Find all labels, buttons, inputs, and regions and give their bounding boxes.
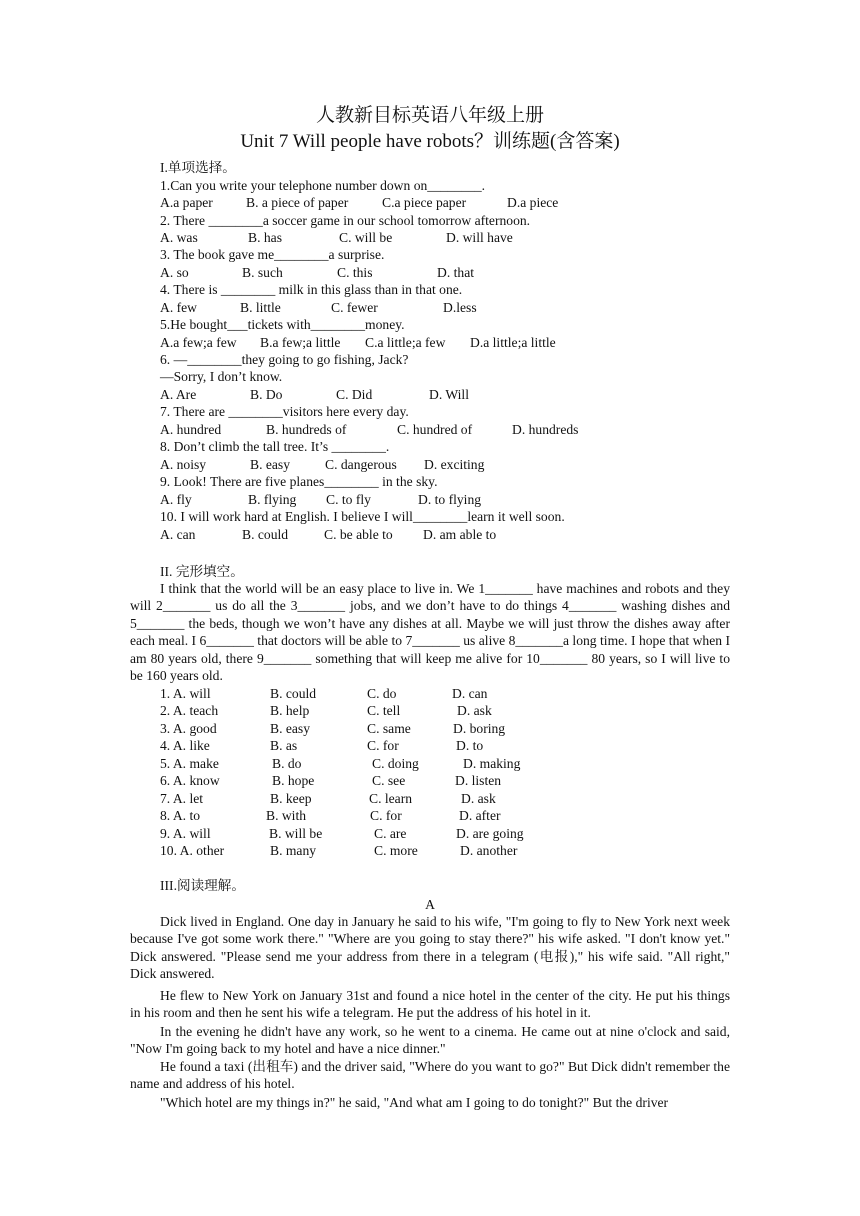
question-3-option-c: C. this <box>337 265 373 280</box>
question-10: 10. I will work hard at English. I believe I will________learn it well soon. <box>160 509 565 524</box>
question-4-option-a: A. few <box>160 300 197 315</box>
cloze-choice-4-a: 4. A. like <box>160 738 210 753</box>
section3-heading: III.阅读理解。 <box>160 878 245 893</box>
question-8-option-c: C. dangerous <box>325 457 397 472</box>
question-9: 9. Look! There are five planes________ in the sky. <box>160 474 438 489</box>
cloze-choice-4-c: C. for <box>367 738 399 753</box>
question-6: 6. —________they going to go fishing, Jack? <box>160 352 409 367</box>
cloze-choice-2-c: C. tell <box>367 703 401 718</box>
cloze-choice-8-b: B. with <box>266 808 307 823</box>
question-10-option-a: A. can <box>160 527 196 542</box>
cloze-choice-6-c: C. see <box>372 773 406 788</box>
question-8-option-b: B. easy <box>250 457 291 472</box>
question-3-option-a: A. so <box>160 265 189 280</box>
cloze-choice-2-a: 2. A. teach <box>160 703 219 718</box>
document-title: 人教新目标英语八年级上册 <box>315 105 544 126</box>
cloze-choice-6-a: 6. A. know <box>160 773 220 788</box>
question-10-option-c: C. be able to <box>324 527 393 542</box>
cloze-choice-2-d: D. ask <box>457 703 492 718</box>
cloze-choice-3-c: C. same <box>367 721 411 736</box>
cloze-choice-10-d: D. another <box>460 843 518 858</box>
question-4-option-b: B. little <box>240 300 281 315</box>
cloze-choice-7-d: D. ask <box>461 791 496 806</box>
cloze-choice-10-b: B. many <box>270 843 317 858</box>
reading-paragraph-5: "Which hotel are my things in?" he said, "And what am I going to do tonight?" But the driver <box>160 1095 669 1110</box>
cloze-choice-1-b: B. could <box>270 686 317 701</box>
question-2-option-d: D. will have <box>446 230 513 245</box>
question-7-option-d: D. hundreds <box>512 422 579 437</box>
section1-heading: I.单项选择。 <box>160 160 236 175</box>
section2-heading: II. 完形填空。 <box>160 564 244 579</box>
cloze-choice-2-b: B. help <box>270 703 310 718</box>
question-6-option-c: C. Did <box>336 387 373 402</box>
question-1-option-b: B. a piece of paper <box>246 195 349 210</box>
cloze-choice-10-c: C. more <box>374 843 418 858</box>
cloze-choice-1-a: 1. A. will <box>160 686 211 701</box>
question-5: 5.He bought___tickets with________money. <box>160 317 405 332</box>
question-5-option-b: B.a few;a little <box>260 335 341 350</box>
question-8-option-d: D. exciting <box>424 457 485 472</box>
question-6-option-b: B. Do <box>250 387 283 402</box>
cloze-choice-9-a: 9. A. will <box>160 826 211 841</box>
question-6-option-a: A. Are <box>160 387 197 402</box>
cloze-choice-7-b: B. keep <box>270 791 312 806</box>
cloze-choice-7-c: C. learn <box>369 791 413 806</box>
question-9-option-d: D. to flying <box>418 492 482 507</box>
question-8-option-a: A. noisy <box>160 457 207 472</box>
question-7-option-a: A. hundred <box>160 422 222 437</box>
question-1-option-a: A.a paper <box>160 195 213 210</box>
question-5-option-d: D.a little;a little <box>470 335 556 350</box>
question-7-option-b: B. hundreds of <box>266 422 347 437</box>
cloze-choice-4-b: B. as <box>270 738 298 753</box>
question-2-option-c: C. will be <box>339 230 393 245</box>
question-9-option-c: C. to fly <box>326 492 371 507</box>
cloze-choice-4-d: D. to <box>456 738 484 753</box>
question-3-option-b: B. such <box>242 265 283 280</box>
question-6-option-d: D. Will <box>429 387 469 402</box>
cloze-choice-5-d: D. making <box>463 756 521 771</box>
question-3-option-d: D. that <box>437 265 474 280</box>
question-1-option-d: D.a piece <box>507 195 559 210</box>
cloze-choice-5-b: B. do <box>272 756 302 771</box>
cloze-choice-8-a: 8. A. to <box>160 808 201 823</box>
document-subtitle: Unit 7 Will people have robots？训练题(含答案) <box>240 131 620 152</box>
question-1: 1.Can you write your telephone number down on________. <box>160 178 486 193</box>
question-7: 7. There are ________visitors here every day. <box>160 404 409 419</box>
cloze-choice-9-c: C. are <box>374 826 407 841</box>
question-9-option-a: A. fly <box>160 492 192 507</box>
cloze-choice-8-d: D. after <box>459 808 501 823</box>
reading-paragraph-2: He flew to New York on January 31st and found a nice hotel in the center of the city. He put his things in his room and then he sent his wife a telegram. He put the address of his hotel in it. <box>130 988 730 1021</box>
reading-paragraph-3: In the evening he didn't have any work, so he went to a cinema. He came out at nine o'clock and said, "Now I'm going back to my hotel and have a nice dinner." <box>130 1024 730 1057</box>
cloze-choice-6-d: D. listen <box>455 773 502 788</box>
reading-paragraph-4: He found a taxi (出租车) and the driver said, "Where do you want to go?" But Dick didn't remember the name and address of his hotel. <box>130 1059 730 1092</box>
question-4-option-d: D.less <box>443 300 477 315</box>
cloze-choice-1-c: C. do <box>367 686 397 701</box>
cloze-choice-10-a: 10. A. other <box>160 843 225 858</box>
question-2-option-a: A. was <box>160 230 198 245</box>
question-5-option-c: C.a little;a few <box>365 335 446 350</box>
cloze-choice-1-d: D. can <box>452 686 488 701</box>
question-7-option-c: C. hundred of <box>397 422 473 437</box>
reading-paragraph-1: Dick lived in England. One day in January he said to his wife, "I'm going to fly to New York next week because I've got some work there." "Where are you going to stay there?" his wife asked. "I don't know yet." Dick answered. "Please send me your address from there in a telegram (电报)," his wife said. "All right," Dick answered. <box>130 914 730 982</box>
cloze-choice-3-d: D. boring <box>453 721 506 736</box>
cloze-choice-5-c: C. doing <box>372 756 419 771</box>
question-8: 8. Don’t climb the tall tree. It’s ________. <box>160 439 390 454</box>
passage-label: A <box>425 897 435 912</box>
question-10-option-b: B. could <box>242 527 289 542</box>
cloze-choice-9-d: D. are going <box>456 826 524 841</box>
cloze-choice-3-b: B. easy <box>270 721 311 736</box>
question-4: 4. There is ________ milk in this glass than in that one. <box>160 282 463 297</box>
cloze-choice-3-a: 3. A. good <box>160 721 217 736</box>
question-2: 2. There ________a soccer game in our school tomorrow afternoon. <box>160 213 531 228</box>
question-1-option-c: C.a piece paper <box>382 195 467 210</box>
cloze-choice-7-a: 7. A. let <box>160 791 204 806</box>
cloze-choice-5-a: 5. A. make <box>160 756 219 771</box>
question-4-option-c: C. fewer <box>331 300 378 315</box>
cloze-passage: I think that the world will be an easy place to live in. We 1_______ have machines and robots and they will 2_______ us do all the 3_______ jobs, and we don’t have to do things 4_______ washing dishes and 5_______ the beds, though we won’t have any dishes at all. Maybe we will just throw the dishes away after each meal. I 6_______ that doctors will be able to 7_______ us alive 8_______a long time. I hope that when I am 80 years old, there 9_______ something that will keep me alive for 10_______ 80 years, so I will live to be 160 years old. <box>130 581 730 684</box>
cloze-choice-6-b: B. hope <box>272 773 315 788</box>
question-3: 3. The book gave me________a surprise. <box>160 247 385 262</box>
question-9-option-b: B. flying <box>248 492 297 507</box>
question-10-option-d: D. am able to <box>423 527 497 542</box>
question-2-option-b: B. has <box>248 230 282 245</box>
cloze-choice-9-b: B. will be <box>269 826 323 841</box>
question-5-option-a: A.a few;a few <box>160 335 237 350</box>
cloze-choice-8-c: C. for <box>370 808 402 823</box>
question-6-reply: —Sorry, I don’t know. <box>160 369 283 384</box>
